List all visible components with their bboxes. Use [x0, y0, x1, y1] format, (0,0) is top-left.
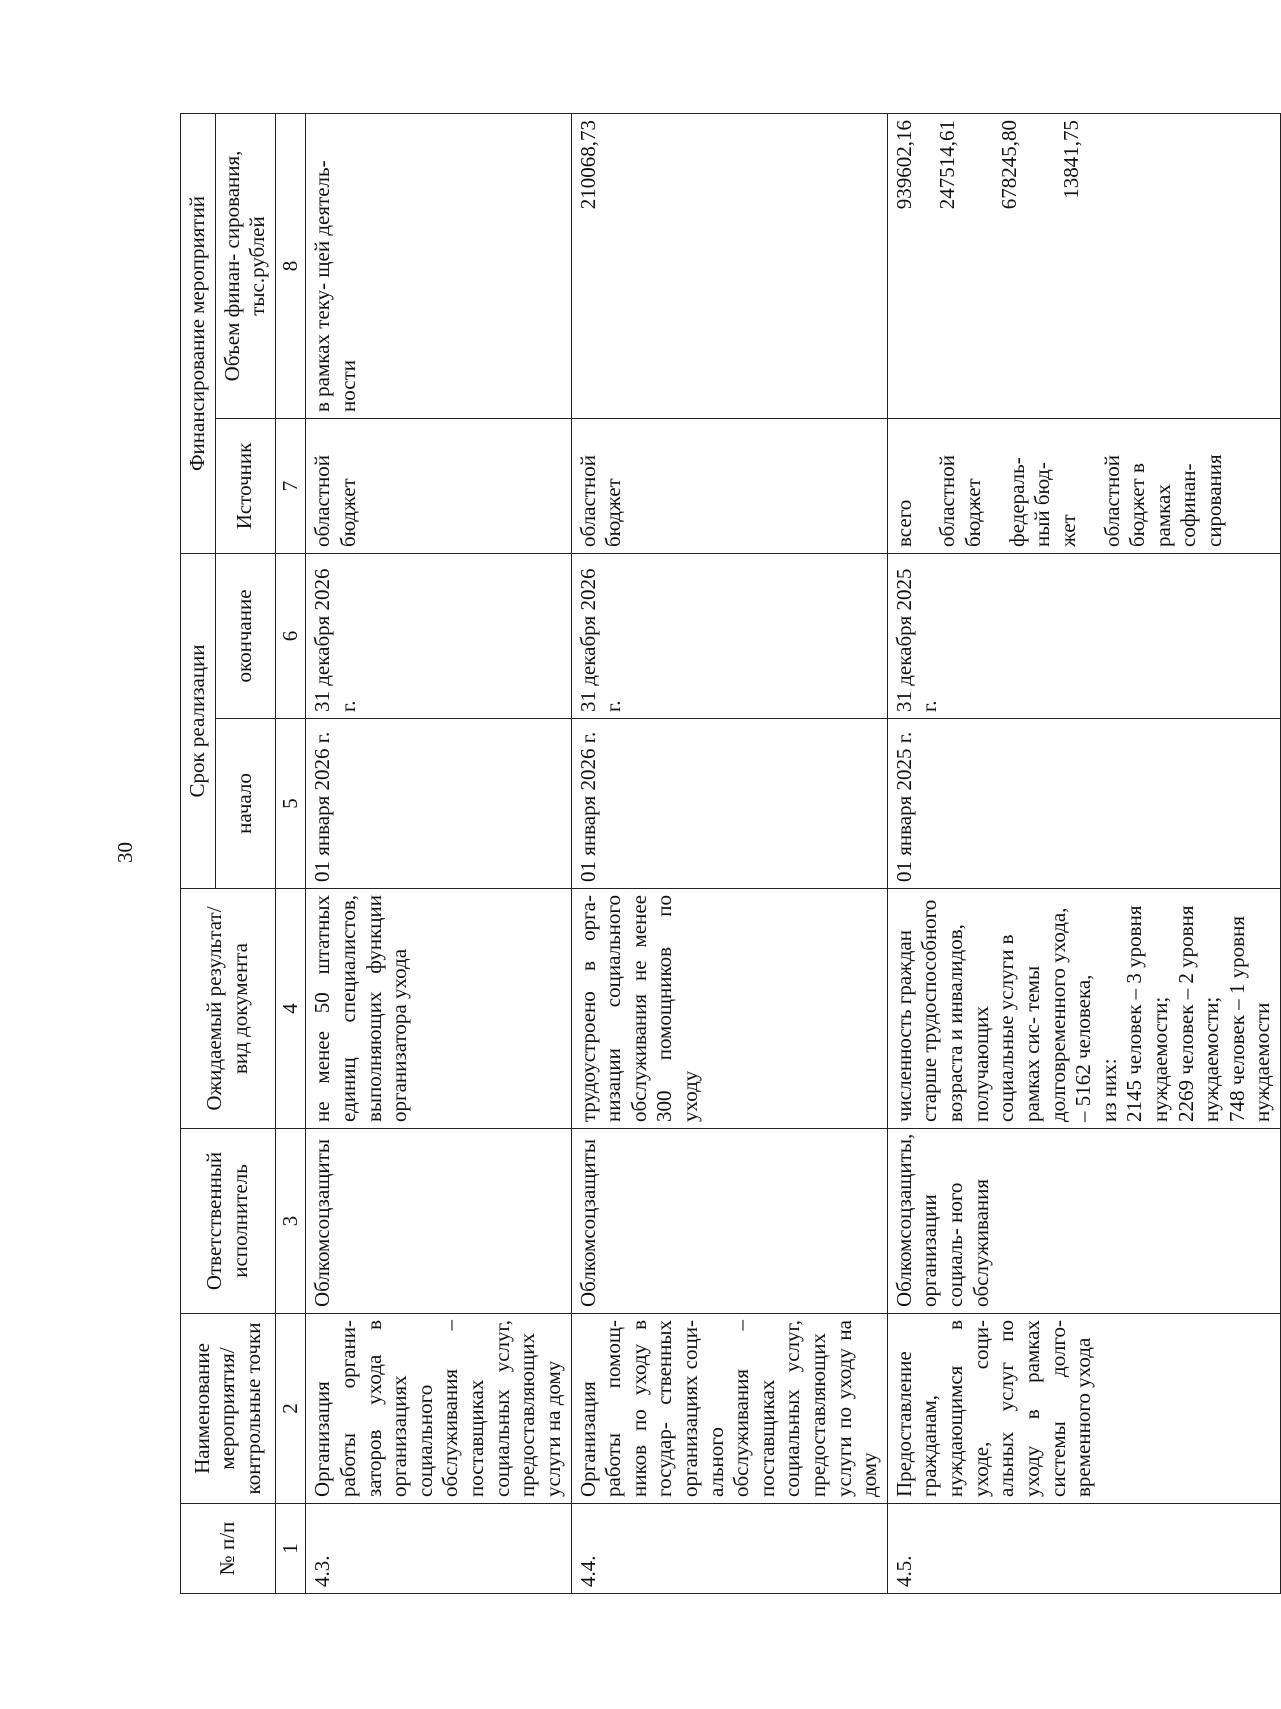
row-end: 31 декабря 2026 г. — [306, 554, 571, 719]
source-item: всего — [891, 499, 916, 547]
column-number: 3 — [275, 1129, 306, 1314]
header-result: Ожидаемый результат/ вид документа — [181, 889, 276, 1129]
row-executor: Облкомсоцзащиты — [571, 1129, 887, 1314]
row-sources — [887, 419, 1280, 554]
header-end: окончание — [215, 554, 275, 719]
row-source: областной бюджет — [571, 419, 887, 554]
row-name: Организация работы помощ- ников по уходу в государ- ственных организациях соци- ального обслуживания – поставщиках социальных услуг, предоставляющих услуги по уходу на дому — [571, 1314, 887, 1504]
row-name: Предоставление гражданам, нуждающимся в уходе, соци- альных услуг по уходу в рамках системы долго- временного ухода — [887, 1314, 1280, 1504]
header-period: Срок реализации — [181, 554, 216, 889]
amount-item: 247514,61 — [935, 120, 960, 210]
result-line: 2269 человек – 2 уровня нуждаемости; — [1173, 905, 1224, 1122]
row-source: областной бюджет — [306, 419, 571, 554]
row-num: 4.4. — [571, 1504, 887, 1594]
row-executor: Облкомсоцзащиты — [306, 1129, 571, 1314]
row-amounts — [887, 114, 1280, 419]
table-row — [571, 114, 887, 1594]
result-line: 748 человек – 1 уровня нуждаемости — [1224, 916, 1275, 1122]
row-end: 31 декабря 2026 г. — [571, 554, 887, 719]
header-source: Источник — [215, 419, 275, 554]
row-executor: Облкомсоцзащиты, организации социаль- ного обслуживания — [887, 1129, 1280, 1314]
result-main-text: численность граждан старше трудоспособного возраста и инвалидов, получающих социальные услуги в рамках сис- темы долговременного ухода, – 5162 человека, — [891, 899, 1096, 1122]
row-amount: 210068,73 — [571, 114, 887, 419]
source-item: федераль- ный бюд- жет — [1004, 457, 1080, 547]
column-number: 5 — [275, 719, 306, 889]
table-row — [887, 114, 1280, 1594]
row-end: 31 декабря 2025 г. — [887, 554, 1280, 719]
row-num: 4.5. — [887, 1504, 1280, 1594]
row-start: 01 января 2026 г. — [306, 719, 571, 889]
table-row — [306, 114, 571, 1594]
rotated-table-container — [180, 114, 1275, 1594]
row-start: 01 января 2026 г. — [571, 719, 887, 889]
result-line: из них: — [1096, 1058, 1121, 1122]
row-name: Организация работы органи- заторов ухода в организациях социального обслуживания – поставщиках социальных услуг, предоставляющих услуги на дому — [306, 1314, 571, 1504]
column-number: 8 — [275, 114, 306, 419]
column-number: 4 — [275, 889, 306, 1129]
header-amount: Объем финан- сирования, тыс.рублей — [215, 114, 275, 419]
column-number: 7 — [275, 419, 306, 554]
measures-table — [180, 113, 1281, 1594]
column-number: 2 — [275, 1314, 306, 1504]
page-number: 30 — [113, 842, 137, 863]
header-financing: Финансирование мероприятий — [181, 114, 216, 554]
row-result: не менее 50 штатных единиц специалистов, выполняющих функции организатора ухода — [306, 889, 571, 1129]
amount-item: 13841,75 — [1058, 120, 1083, 199]
source-item: областной бюджет в рамках софинан- сирования — [1099, 454, 1226, 547]
source-item: областной бюджет — [935, 455, 986, 547]
column-number: 6 — [275, 554, 306, 719]
header-name: Наименование мероприятия/ контрольные точки — [181, 1314, 276, 1504]
header-start: начало — [215, 719, 275, 889]
amount-item: 939602,16 — [891, 120, 916, 210]
row-num: 4.3. — [306, 1504, 571, 1594]
column-number: 1 — [275, 1504, 306, 1594]
column-numbers-row — [275, 114, 306, 1594]
result-line: 2145 человек – 3 уровня нуждаемости; — [1122, 905, 1172, 1122]
row-amount: в рамках теку- щей деятель- ности — [306, 114, 571, 419]
header-executor: Ответственный исполнитель — [181, 1129, 276, 1314]
row-start: 01 января 2025 г. — [887, 719, 1280, 889]
row-result: трудоустроено в орга- низации социального обслуживания не менее 300 помощников по уходу — [571, 889, 887, 1129]
header-num: № п/п — [181, 1504, 276, 1594]
amount-item: 678245,80 — [997, 120, 1022, 210]
row-result — [887, 889, 1280, 1129]
